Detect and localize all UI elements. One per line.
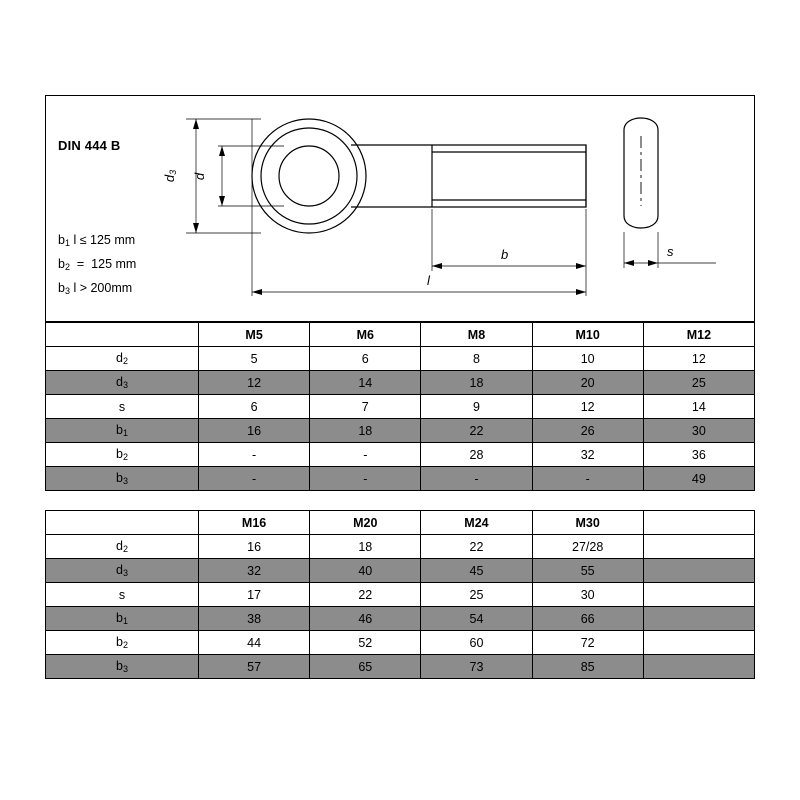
row-label: $d_3$ [46,371,199,395]
table-cell: 72 [532,631,643,655]
table-cell: 12 [199,371,310,395]
table-cell: 5 [199,347,310,371]
dimension-label-d: d [192,172,208,181]
table-cell: - [310,467,421,491]
table-cell: - [532,467,643,491]
table-cell: 36 [643,443,754,467]
table-row [46,371,755,395]
table-cell: 16 [199,535,310,559]
table-row [46,443,755,467]
table-cell: 12 [643,347,754,371]
row-label: $b_2$ [46,443,199,467]
drawing-title: DIN 444 B [58,138,121,153]
table-cell: 32 [532,443,643,467]
table-cell: 85 [532,655,643,679]
table-cell: - [199,443,310,467]
table-cell: 52 [310,631,421,655]
table-cell: - [310,443,421,467]
table-cell: 60 [421,631,532,655]
table-cell: 17 [199,583,310,607]
table-cell: 26 [532,419,643,443]
row-label: $b_3$ [46,467,199,491]
table-cell: 8 [421,347,532,371]
row-label: $d_3$ [46,559,199,583]
note-b1: $b_1$ l ≤ 125 mm [58,233,136,248]
dimension-label-d3: $d_3$ [162,169,179,183]
table-cell: 73 [421,655,532,679]
column-header: M12 [643,323,754,347]
table-cell: 38 [199,607,310,631]
table-cell: 54 [421,607,532,631]
table-cell: 28 [421,443,532,467]
table-cell: 10 [532,347,643,371]
spec-table-metric-small [45,322,755,491]
row-label: $b_2$ [46,631,199,655]
table-row [46,607,755,631]
column-header: M10 [532,323,643,347]
table-cell: 22 [310,583,421,607]
column-header: M8 [421,323,532,347]
table-row [46,631,755,655]
table-cell: 57 [199,655,310,679]
row-label: $b_1$ [46,607,199,631]
table-cell: 9 [421,395,532,419]
column-header [46,323,199,347]
table-cell: - [199,467,310,491]
table-cell: 14 [310,371,421,395]
table-cell: 22 [421,419,532,443]
table-header-row [46,511,755,535]
table-row [46,583,755,607]
technical-drawing [45,95,755,322]
table-cell: 25 [643,371,754,395]
row-label: $d_2$ [46,347,199,371]
row-label: $b_3$ [46,655,199,679]
table-cell: 27/28 [532,535,643,559]
dimension-label-l: l [427,273,430,288]
table-cell [643,583,754,607]
table-cell: 6 [310,347,421,371]
column-header: M20 [310,511,421,535]
dimension-label-s: s [667,244,674,259]
table-row [46,467,755,491]
drawing-notes [58,230,136,302]
dimension-label-b: b [501,247,509,262]
table-cell: 18 [421,371,532,395]
table-cell [643,535,754,559]
table-cell: - [421,467,532,491]
column-header: M16 [199,511,310,535]
table-cell: 66 [532,607,643,631]
table-cell: 20 [532,371,643,395]
table-cell: 14 [643,395,754,419]
table-cell: 16 [199,419,310,443]
table-cell: 12 [532,395,643,419]
table-cell: 55 [532,559,643,583]
row-label: s [46,583,199,607]
table-cell: 25 [421,583,532,607]
table-cell: 45 [421,559,532,583]
table-row [46,559,755,583]
table-row [46,419,755,443]
table-cell: 7 [310,395,421,419]
row-label: $b_1$ [46,419,199,443]
column-header: M5 [199,323,310,347]
table-row [46,655,755,679]
column-header [46,511,199,535]
table-cell: 30 [643,419,754,443]
drawing-sheet [45,95,755,695]
eye-bolt-diagram [46,96,756,323]
table-cell: 18 [310,419,421,443]
table-cell: 18 [310,535,421,559]
table-cell [643,655,754,679]
table-cell: 6 [199,395,310,419]
table-gap [45,491,755,510]
table-row [46,395,755,419]
table-cell: 49 [643,467,754,491]
table-cell [643,559,754,583]
column-header: M30 [532,511,643,535]
column-header: M6 [310,323,421,347]
table-cell [643,607,754,631]
table-row [46,535,755,559]
table-cell [643,631,754,655]
table-row [46,347,755,371]
table-cell: 44 [199,631,310,655]
row-label: $d_2$ [46,535,199,559]
table-header-row [46,323,755,347]
column-header: M24 [421,511,532,535]
note-b2: $b_2 = 125$ mm [58,257,137,272]
table-cell: 30 [532,583,643,607]
table-cell: 32 [199,559,310,583]
table-cell: 22 [421,535,532,559]
note-b3: $b_3$ l > 200mm [58,281,133,296]
table-cell: 40 [310,559,421,583]
column-header [643,511,754,535]
table-cell: 65 [310,655,421,679]
spec-table-metric-large [45,510,755,679]
table-cell: 46 [310,607,421,631]
row-label: s [46,395,199,419]
